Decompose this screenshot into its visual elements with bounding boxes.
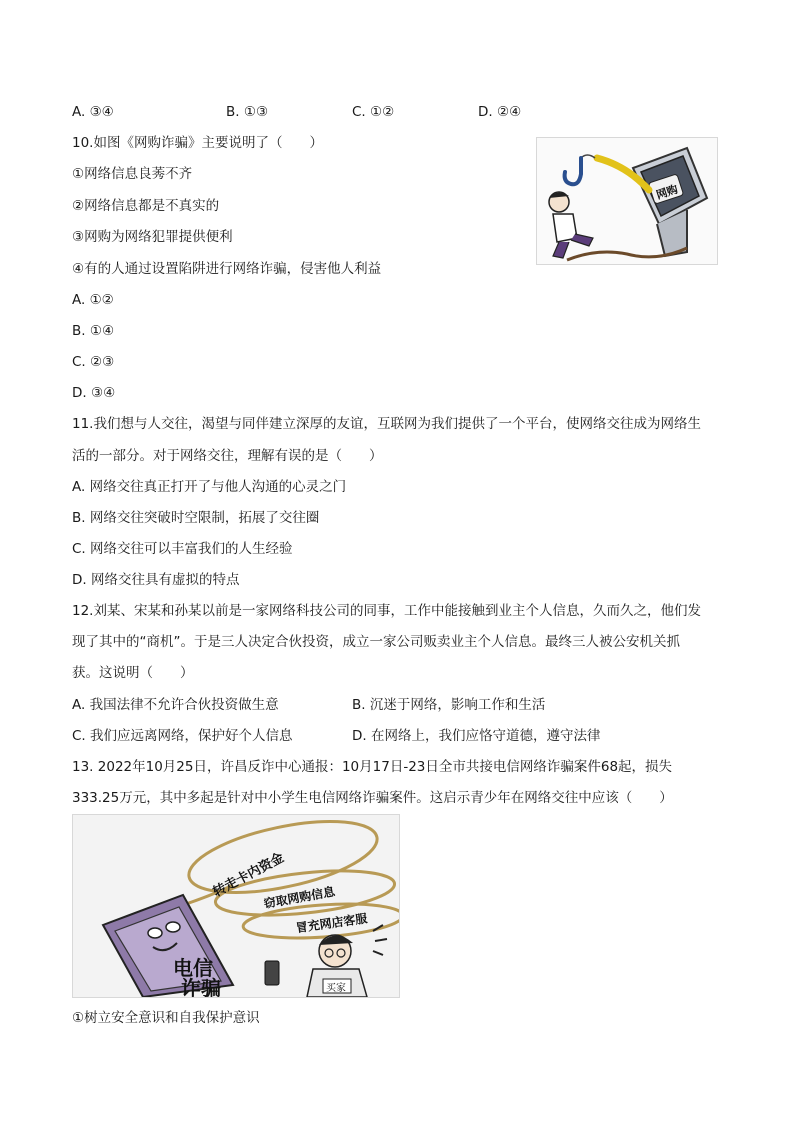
q10-statement-4: ④有的人通过设置陷阱进行网络诈骗，侵害他人利益 <box>72 261 382 277</box>
q12-option-a: A. 我国法律不允许合伙投资做生意 <box>72 697 279 713</box>
q9-option-a: A. ③④ <box>72 104 114 120</box>
q12-stem-line-2: 现了其中的“商机”。于是三人决定合伙投资，成立一家公司贩卖业主个人信息。最终三人被公安机关抓 <box>72 634 680 650</box>
q11-option-a: A. 网络交往真正打开了与他人沟通的心灵之门 <box>72 479 347 495</box>
monitor-icon <box>633 148 707 256</box>
phone-label-line-2: 诈骗 <box>181 976 221 997</box>
q11-stem-line-1: 11.我们想与人交往，渴望与同伴建立深厚的友谊，互联网为我们提供了一个平台，使网络交往成为网络生 <box>72 416 701 432</box>
q10-option-a: A. ①② <box>72 292 114 308</box>
q13-stem-line-2: 333.25万元，其中多起是针对中小学生电信网络诈骗案件。这启示青少年在网络交往中应该（ ） <box>72 790 673 806</box>
q10-figure-online-shopping-fraud <box>536 137 718 265</box>
q12-stem-line-1: 12.刘某、宋某和孙某以前是一家网络科技公司的同事，工作中能接触到业主个人信息，久而久之，他们发 <box>72 603 701 619</box>
q13-statement-1: ①树立安全意识和自我保护意识 <box>72 1010 260 1026</box>
q11-option-c: C. 网络交往可以丰富我们的人生经验 <box>72 541 293 557</box>
phone-label-line-1: 电信 <box>173 956 213 980</box>
q12-option-c: C. 我们应远离网络，保护好个人信息 <box>72 728 293 744</box>
q10-stem: 10.如图《网购诈骗》主要说明了（ ） <box>72 135 323 151</box>
q9-option-b: B. ①③ <box>226 104 269 120</box>
q10-option-b: B. ①④ <box>72 323 115 339</box>
q12-option-d: D. 在网络上，我们应恪守道德，遵守法律 <box>352 728 601 744</box>
q10-statement-1: ①网络信息良莠不齐 <box>72 166 193 182</box>
q10-statement-2: ②网络信息都是不真实的 <box>72 198 220 214</box>
buyer-character <box>265 935 367 997</box>
q11-option-d: D. 网络交往具有虚拟的特点 <box>72 572 240 588</box>
rope-label-3: 冒充网店客服 <box>294 911 369 936</box>
person-figure <box>549 192 593 258</box>
q10-option-c: C. ②③ <box>72 354 115 370</box>
q9-option-d: D. ②④ <box>478 104 522 120</box>
q13-figure-telecom-fraud <box>72 814 400 998</box>
q10-statement-3: ③网购为网络犯罪提供便利 <box>72 229 233 245</box>
rope-label-2: 窃取网购信息 <box>262 884 337 911</box>
q11-option-b: B. 网络交往突破时空限制，拓展了交往圈 <box>72 510 320 526</box>
phone-character <box>103 895 233 997</box>
q13-stem-line-1: 13. 2022年10月25日，许昌反诈中心通报：10月17日-23日全市共接电信网络诈骗案件68起，损失 <box>72 759 673 775</box>
q12-stem-line-3: 获。这说明（ ） <box>72 665 194 681</box>
q10-option-d: D. ③④ <box>72 385 116 401</box>
q12-option-b: B. 沉迷于网络，影响工作和生活 <box>352 697 546 713</box>
monitor-label: 网购 <box>654 182 680 202</box>
rope-label-1: 转走卡内资金 <box>210 850 287 901</box>
q11-stem-line-2: 活的一部分。对于网络交往，理解有误的是（ ） <box>72 448 383 464</box>
q9-option-c: C. ①② <box>352 104 395 120</box>
buyer-label: 买家 <box>326 983 346 994</box>
